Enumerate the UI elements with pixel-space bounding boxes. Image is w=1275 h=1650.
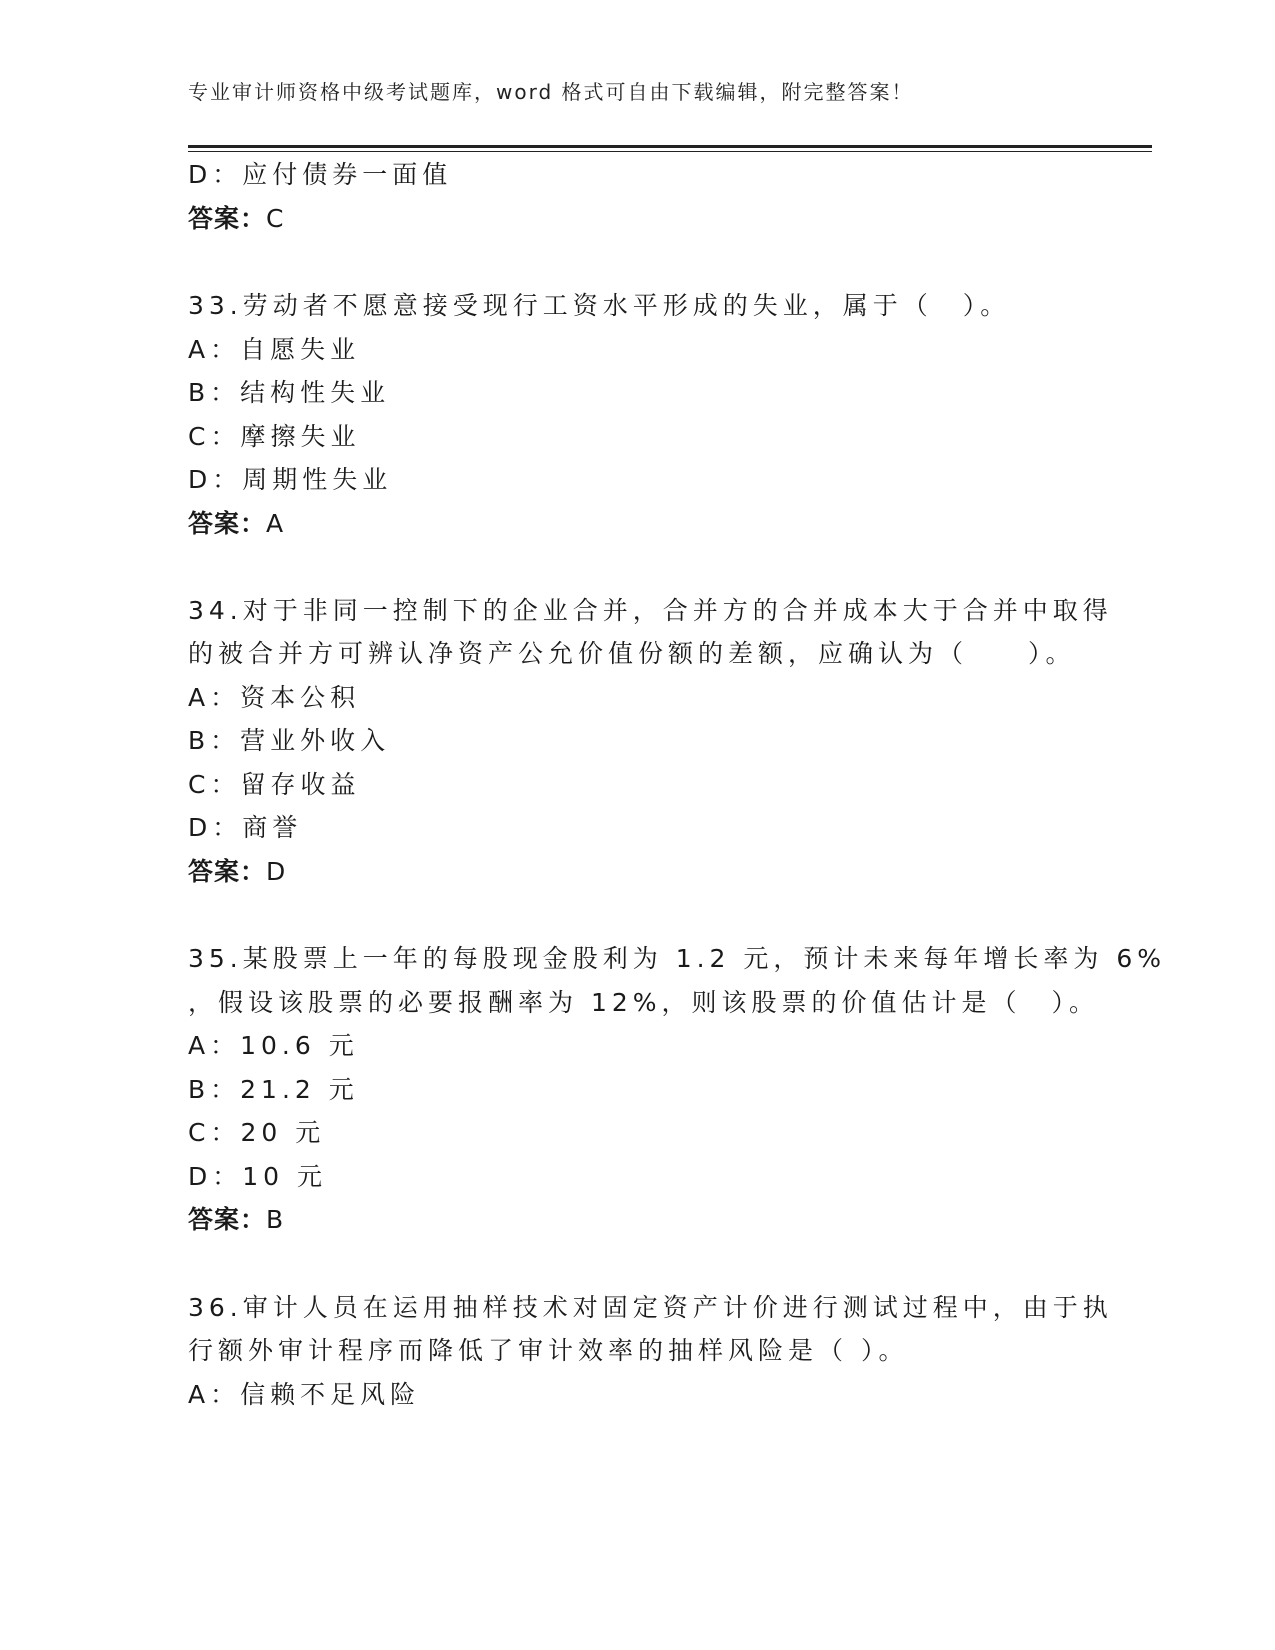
question-35-stem-line-1: 35.某股票上一年的每股现金股利为 1.2 元，预计未来每年增长率为 6% [188, 944, 1167, 973]
question-35-stem-line-2: ，假设该股票的必要报酬率为 12%，则该股票的价值估计是（ ）。 [188, 988, 1100, 1017]
question-35-answer [188, 1200, 284, 1236]
answer-value: D [266, 857, 287, 886]
question-34-option-d: D：商誉 [188, 813, 303, 842]
question-33-answer [188, 504, 284, 540]
question-33-option-b: B：结构性失业 [188, 378, 391, 407]
question-33-stem: 33.劳动者不愿意接受现行工资水平形成的失业，属于（ ）。 [188, 291, 1011, 320]
header-rule-thin [188, 151, 1152, 152]
question-34-option-a: A：资本公积 [188, 683, 361, 712]
answer-label: 答案： [188, 857, 267, 886]
question-35-option-a: A：10.6 元 [188, 1031, 359, 1060]
answer-label: 答案： [188, 1205, 267, 1234]
header-rule-thick [188, 145, 1152, 148]
answer-value: A [266, 509, 285, 538]
question-33-option-a: A：自愿失业 [188, 335, 361, 364]
question-35-option-b: B：21.2 元 [188, 1075, 359, 1104]
question-34-stem-line-2: 的被合并方可辨认净资产公允价值份额的差额，应确认为（ ）。 [188, 639, 1076, 668]
question-34-option-c: C：留存收益 [188, 770, 361, 799]
answer-label: 答案： [188, 509, 267, 538]
question-35-option-d: D：10 元 [188, 1162, 328, 1191]
answer-label: 答案： [188, 204, 267, 233]
option-d: D：应付债券一面值 [188, 160, 453, 189]
question-36-stem-line-1: 36.审计人员在运用抽样技术对固定资产计价进行测试过程中，由于执 [188, 1293, 1113, 1322]
answer-line [188, 199, 284, 235]
question-34-answer [188, 852, 286, 888]
question-35-option-c: C：20 元 [188, 1118, 326, 1147]
question-33-option-d: D：周期性失业 [188, 465, 393, 494]
answer-value: C [266, 204, 285, 233]
question-34-stem-line-1: 34.对于非同一控制下的企业合并，合并方的合并成本大于合并中取得 [188, 596, 1113, 625]
page-header: 专业审计师资格中级考试题库，word 格式可自由下载编辑，附完整答案！ [188, 80, 914, 104]
question-36-option-a: A：信赖不足风险 [188, 1380, 421, 1409]
question-36-stem-line-2: 行额外审计程序而降低了审计效率的抽样风险是（ ）。 [188, 1336, 909, 1365]
question-33-option-c: C：摩擦失业 [188, 422, 361, 451]
answer-value: B [266, 1205, 285, 1234]
question-34-option-b: B：营业外收入 [188, 726, 391, 755]
